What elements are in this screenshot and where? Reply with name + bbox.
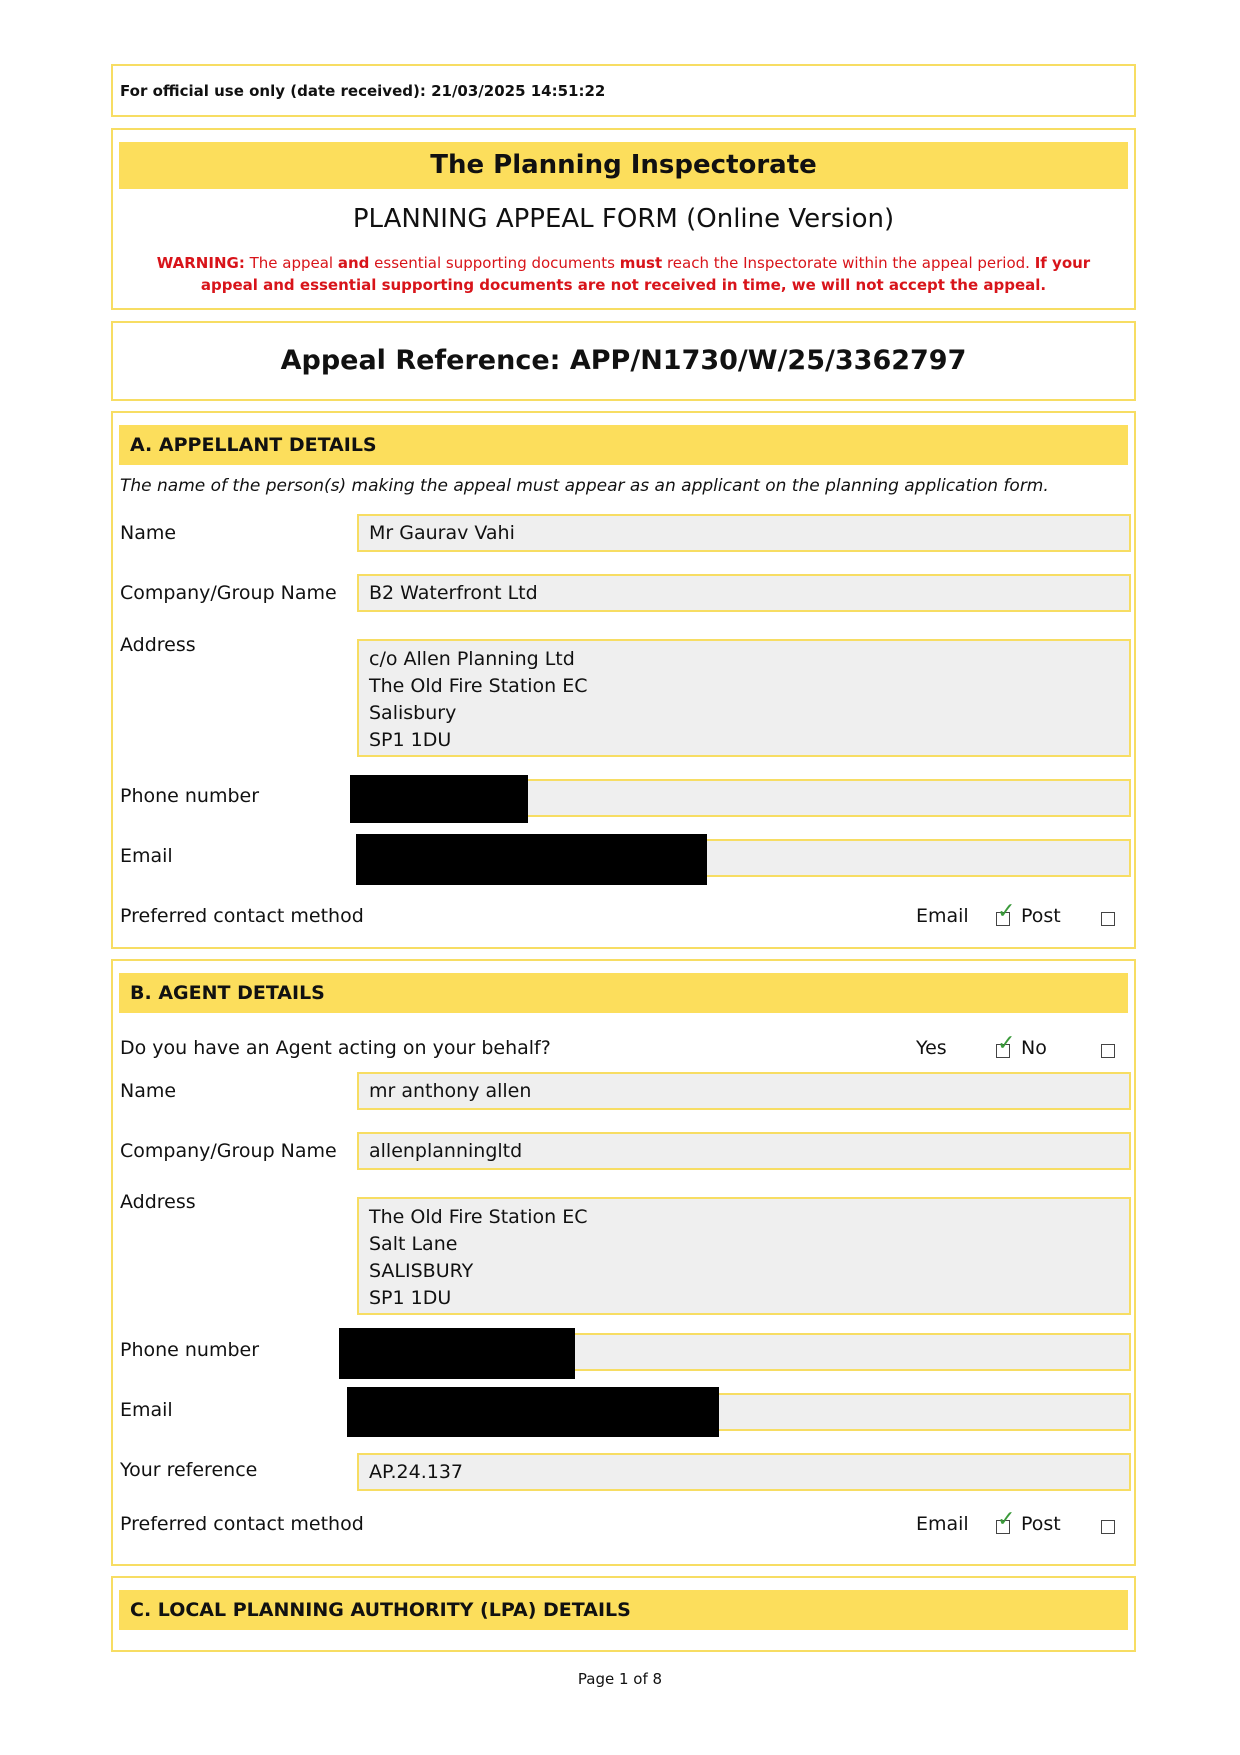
redaction-block [356, 834, 707, 885]
warning-text [133, 252, 1114, 296]
checkmark-icon: ✓ [997, 1031, 1016, 1056]
form-header [111, 128, 1136, 310]
address-line: The Old Fire Station EC [369, 1206, 588, 1228]
warning-part: essential supporting documents [369, 254, 620, 272]
redaction-block [347, 1387, 719, 1437]
phone-label: Phone number [120, 1339, 260, 1361]
address-line: SP1 1DU [369, 729, 452, 751]
form-title: PLANNING APPEAL FORM (Online Version) [352, 204, 895, 234]
your-reference-label: Your reference [120, 1459, 258, 1481]
agent-option-no-label: No [1021, 1037, 1047, 1059]
preferred-contact-label: Preferred contact method [120, 1513, 364, 1535]
company-label: Company/Group Name [120, 1140, 337, 1162]
warning-part: If your appeal and essential supporting documents are not received in time, we will not accept the appeal. [200, 254, 1091, 294]
agent-option-yes-label: Yes [916, 1037, 947, 1059]
contact-option-email-label: Email [916, 905, 969, 927]
warning-part: must [619, 254, 663, 272]
address-label: Address [120, 634, 196, 656]
official-use-text: For official use only (date received): 21/03/2025 14:51:22 [120, 82, 606, 100]
agent-name-field[interactable]: mr anthony allen [357, 1072, 1131, 1110]
agent-question: Do you have an Agent acting on your behalf? [120, 1037, 551, 1059]
warning-part: The appeal [244, 254, 338, 272]
section-appellant-details [111, 411, 1136, 949]
appellant-address-field[interactable] [357, 639, 1131, 757]
contact-post-checkbox[interactable] [1101, 1520, 1115, 1534]
email-label: Email [120, 1399, 173, 1421]
section-b-title: B. AGENT DETAILS [119, 973, 1128, 1013]
address-line: Salt Lane [369, 1233, 458, 1255]
address-line: SALISBURY [369, 1260, 474, 1282]
appeal-reference-box [111, 321, 1136, 401]
contact-option-email-label: Email [916, 1513, 969, 1535]
appeal-reference: Appeal Reference: APP/N1730/W/25/3362797 [280, 345, 967, 376]
address-line: The Old Fire Station EC [369, 675, 588, 697]
name-label: Name [120, 522, 177, 544]
section-a-title: A. APPELLANT DETAILS [119, 425, 1128, 465]
company-label: Company/Group Name [120, 582, 337, 604]
your-reference-field[interactable]: AP.24.137 [357, 1453, 1131, 1491]
address-label: Address [120, 1191, 196, 1213]
appellant-company-field[interactable]: B2 Waterfront Ltd [357, 574, 1131, 612]
warning-part: and [337, 254, 370, 272]
agent-no-checkbox[interactable] [1101, 1044, 1115, 1058]
checkmark-icon: ✓ [997, 1507, 1016, 1532]
address-line: SP1 1DU [369, 1287, 452, 1309]
agent-address-field[interactable] [357, 1197, 1131, 1315]
redaction-block [350, 775, 528, 823]
warning-label: WARNING: [156, 254, 245, 272]
address-line: c/o Allen Planning Ltd [369, 648, 575, 670]
phone-label: Phone number [120, 785, 260, 807]
preferred-contact-label: Preferred contact method [120, 905, 364, 927]
section-c-title: C. LOCAL PLANNING AUTHORITY (LPA) DETAILS [119, 1590, 1128, 1630]
appellant-name-field[interactable]: Mr Gaurav Vahi [357, 514, 1131, 552]
section-lpa-details [111, 1576, 1136, 1652]
contact-post-checkbox[interactable] [1101, 912, 1115, 926]
contact-option-post-label: Post [1021, 905, 1061, 927]
name-label: Name [120, 1080, 177, 1102]
checkmark-icon: ✓ [997, 899, 1016, 924]
section-a-note: The name of the person(s) making the appeal must appear as an applicant on the planning application form. [120, 476, 1049, 496]
agent-company-field[interactable]: allenplanningltd [357, 1132, 1131, 1170]
email-label: Email [120, 845, 173, 867]
redaction-block [339, 1328, 575, 1379]
page-number: Page 1 of 8 [577, 1670, 663, 1688]
warning-part: reach the Inspectorate within the appeal period. [662, 254, 1035, 272]
official-use-box [111, 64, 1136, 117]
organisation-title: The Planning Inspectorate [119, 142, 1128, 189]
address-line: Salisbury [369, 702, 457, 724]
contact-option-post-label: Post [1021, 1513, 1061, 1535]
section-agent-details [111, 959, 1136, 1566]
